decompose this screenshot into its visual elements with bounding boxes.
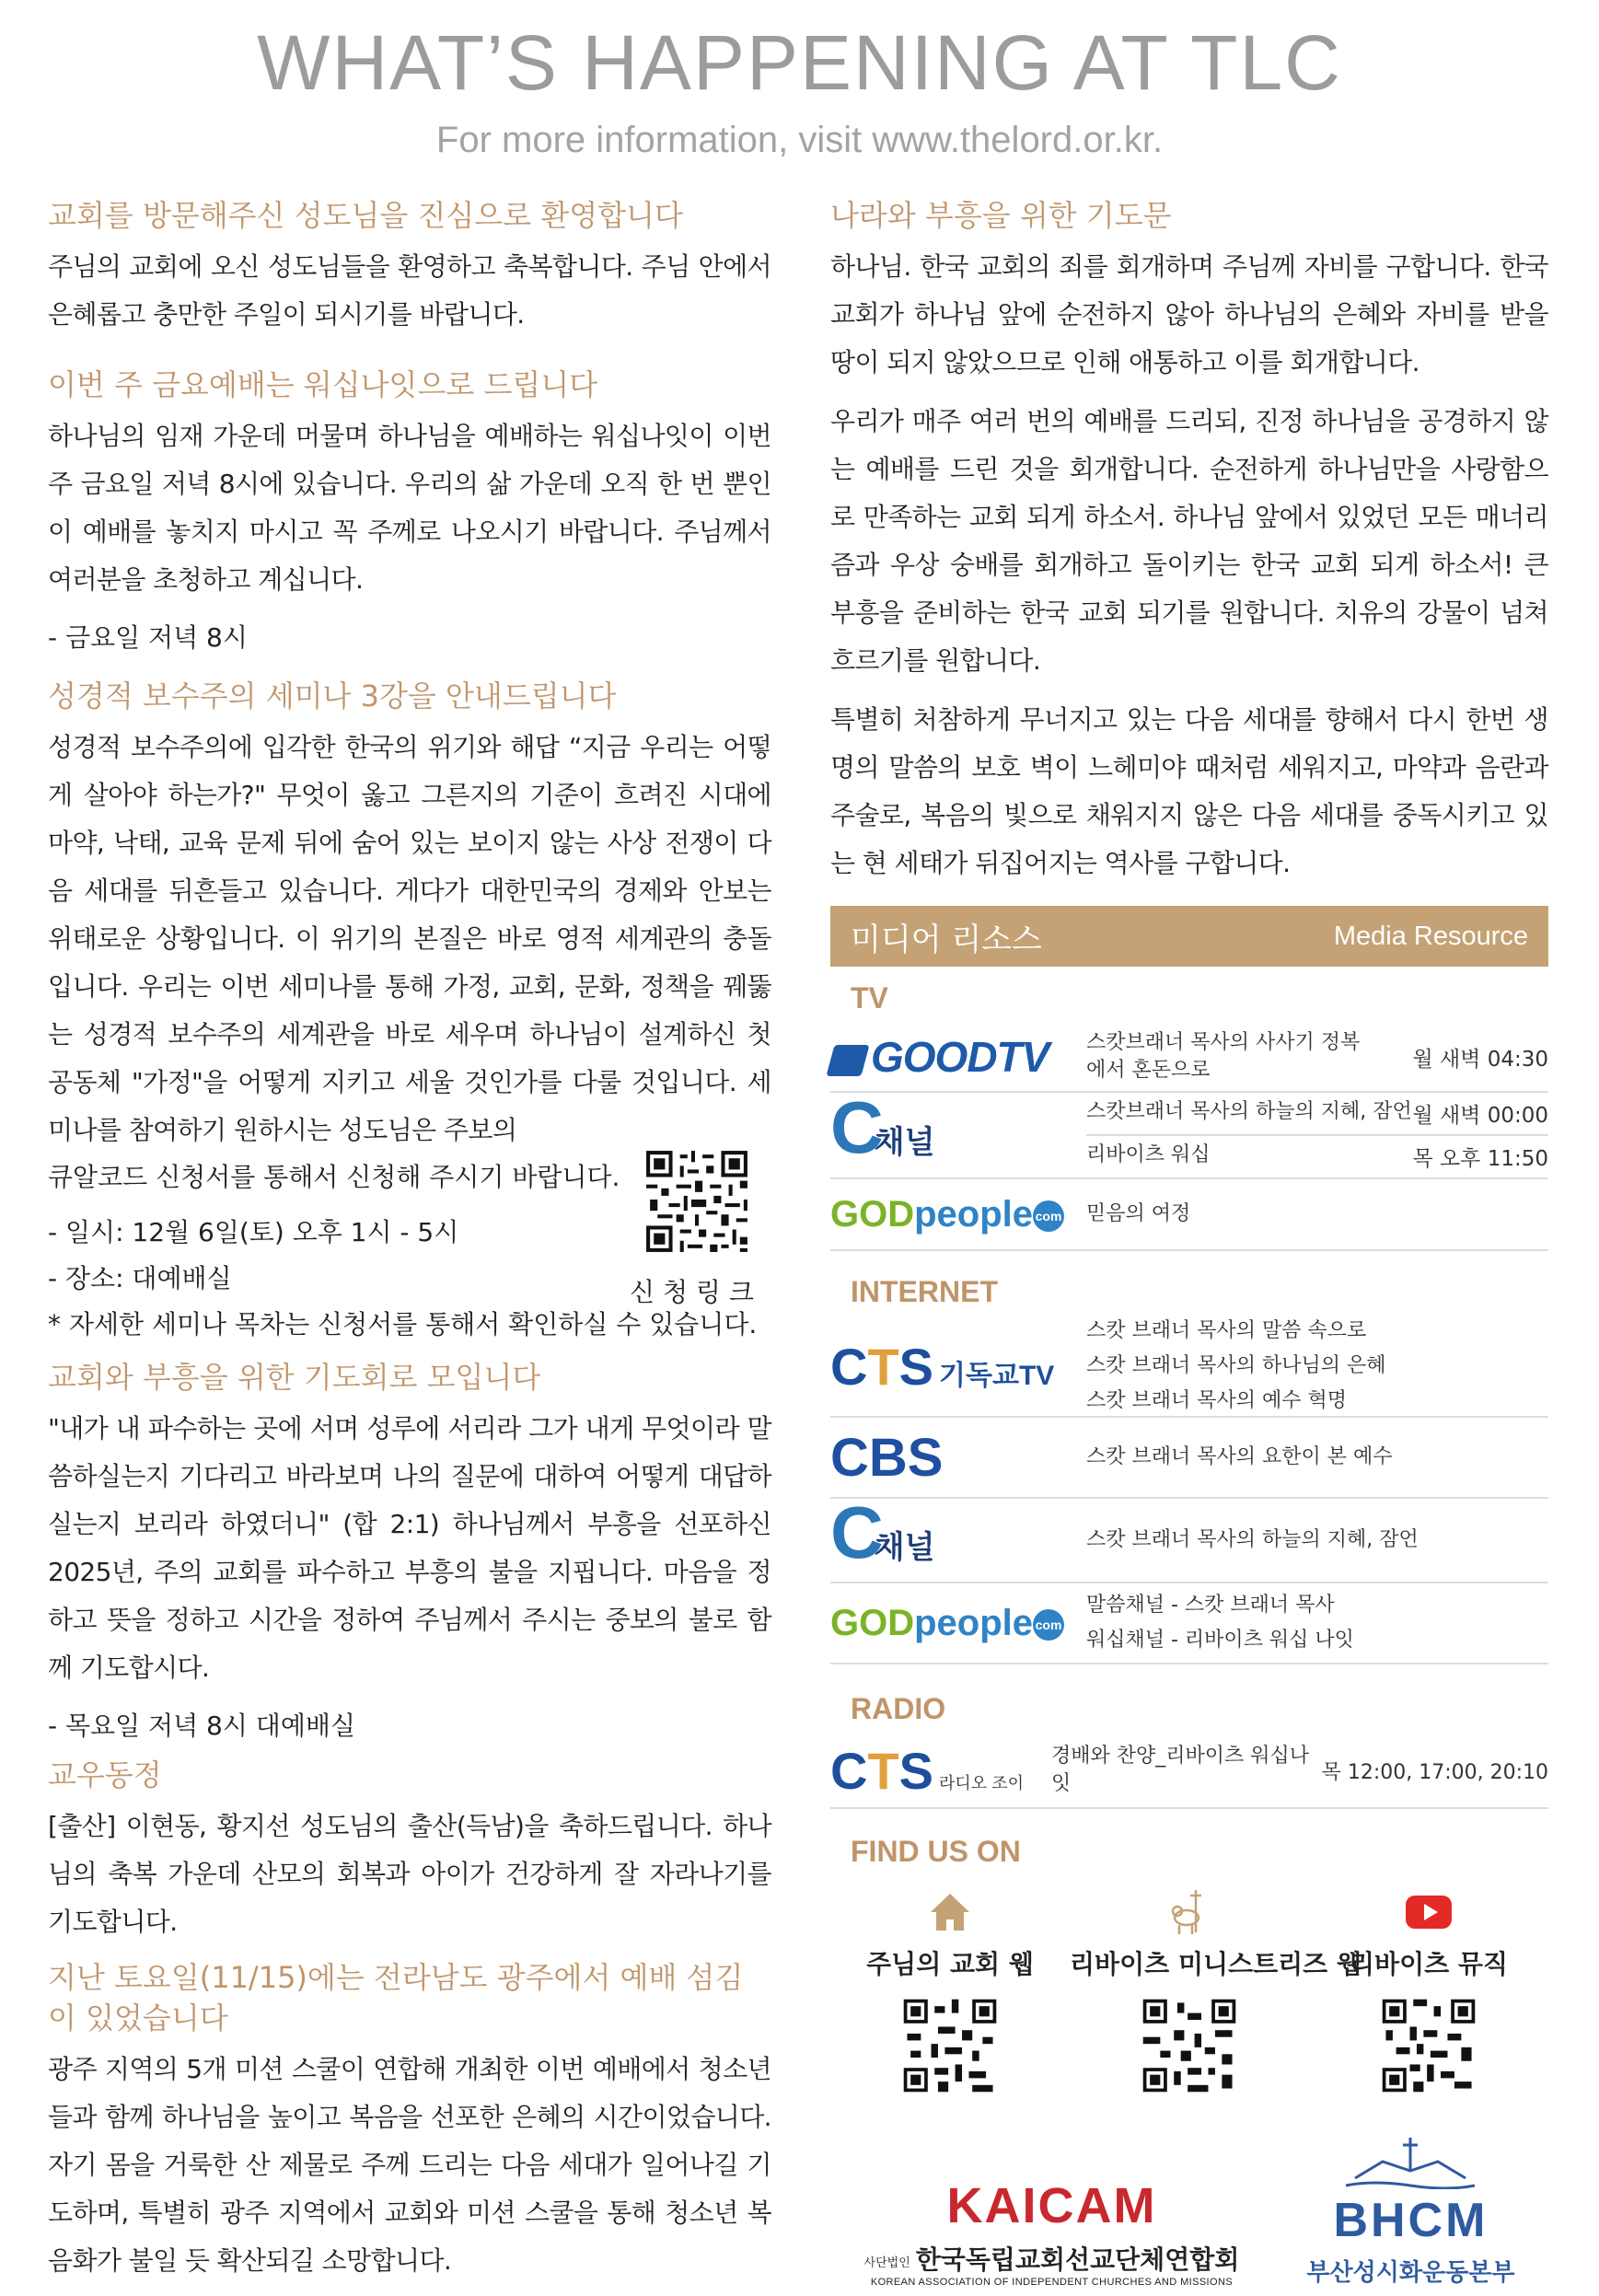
media-row-cts[interactable] bbox=[830, 1316, 1548, 1418]
media-title-ko: 미디어 리소스 bbox=[851, 921, 1042, 958]
section-body-gwangju: 광주 지역의 5개 미션 스쿨이 연합해 개최한 이번 예배에서 청소년들과 함께 하나님을 높이고 복음을 선포한 은혜의 시간이었습니다. 자기 몸을 거룩한 산 제물로 주께 드리는 다음 세대가 일어나길 기도하며, 특별히 광주 지역에서 교회와 미션 스쿨을 통해 청소년 복음화가 불일 듯 확산되길 소망합니다. bbox=[48, 2054, 771, 2276]
qr-code-icon bbox=[643, 1147, 751, 1256]
seminar-note: * 자세한 세미나 목차는 신청서를 통해서 확인하실 수 있습니다. bbox=[48, 1309, 758, 1339]
section-title-member-news: 교우동정 bbox=[48, 1757, 162, 1792]
godpeople-internet-logo: GODpeople com bbox=[830, 1603, 1086, 1644]
radio-program: 경배와 찬양_리바이츠 워십나잇 bbox=[1051, 1745, 1310, 1795]
internet-category: INTERNET bbox=[851, 1275, 998, 1308]
church-web-qr[interactable] bbox=[900, 1996, 1000, 2095]
godpeople-internet-program-1: 말씀채널 - 스캇 브래너 목사 bbox=[1086, 1594, 1335, 1617]
find-us-on bbox=[830, 1885, 1548, 2099]
prayer-paragraph-1: 하나님. 한국 교회의 죄를 회개하며 주님께 자비를 구합니다. 한국 교회가 하나님 앞에 순전하지 않아 하나님의 은혜와 자비를 받을 땅이 되지 않았으므로 인해 애통하고 이를 회개합니다. bbox=[830, 251, 1548, 377]
goodtv-program: 스캇브래너 목사의 사사기 정복에서 혼돈으로 bbox=[1086, 1031, 1361, 1082]
radio-time: 목 12:00, 17:00, 20:10 bbox=[1321, 1760, 1548, 1784]
seminar-qr-label: 신 청 링 크 bbox=[630, 1277, 754, 1307]
levites-music-qr[interactable] bbox=[1379, 1996, 1478, 2095]
page-header bbox=[0, 17, 1599, 161]
section-body-worship-night: 하나님의 임재 가운데 머물며 하나님을 예배하는 워십나잇이 이번 주 금요일 저녁 8시에 있습니다. 우리의 삶 가운데 오직 한 번 뿐인 이 예배를 놓치지 마시고 꼭 주께로 나오시기 바랍니다. 주님께서 여러분을 초청하고 계십니다. bbox=[48, 421, 771, 595]
page-title: WHAT’S HAPPENING AT TLC bbox=[257, 19, 1342, 106]
cbs-program: 스캇 브래너 목사의 요한이 본 예수 bbox=[1086, 1445, 1393, 1468]
cchannel-internet-logo: C채널 bbox=[830, 1491, 935, 1573]
cts-program-2: 스캇 브래너 목사의 하나님의 은혜 bbox=[1086, 1354, 1386, 1377]
section-body-prayer-meeting: "내가 내 파수하는 곳에 서며 성루에 서리라 그가 내게 무엇이라 말씀하실는지 기다리고 바라보며 나의 질문에 대하여 어떻게 대답하실는지 보리라 하였더니" (합 2:1) 하나님께서 부흥을 선포하신 2025년, 주의 교회를 파수하고 부흥의 불을 지핍니다. 마음을 정하고 뜻을 정하고 시간을 정하여 주님께서 주시는 중보의 불로 함께 기도합시다. bbox=[48, 1413, 771, 1683]
cts-logo: CTS 기독교TV bbox=[830, 1337, 1055, 1396]
section-title-prayer-meeting: 교회와 부흥을 위한 기도회로 모입니다 bbox=[48, 1360, 541, 1395]
section-body-member-news: [출산] 이현동, 황지선 성도님의 출산(득남)을 축하드립니다. 하나님의 축복 가운데 산모의 회복과 아이가 건강하게 잘 자라나기를 기도합니다. bbox=[48, 1811, 771, 1937]
bhcm-logo: BHCM 부산성시화운동본부 bbox=[1306, 2134, 1514, 2288]
cchannel-program-2: 리바이츠 워십 bbox=[1086, 1143, 1211, 1166]
home-icon bbox=[830, 1885, 1070, 1939]
radio-category: RADIO bbox=[851, 1692, 946, 1725]
prayer-paragraph-3: 특별히 처참하게 무너지고 있는 다음 세대를 향해서 다시 한번 생명의 말씀의 보호 벽이 느헤미야 때처럼 세워지고, 마약과 음란과 주술로, 복음의 빛으로 채워지지 않은 다음 세대를 중독시키고 있는 현 세태가 뒤집어지는 역사를 구합니다. bbox=[830, 704, 1548, 878]
seminar-qr-instruction: 큐알코드 신청서를 통해서 신청해 주시기 바랍니다. bbox=[48, 1162, 620, 1192]
seminar-date: - 일시: 12월 6일(토) 오후 1시 - 5시 bbox=[48, 1217, 459, 1247]
cchannel-logo: C채널 bbox=[830, 1086, 935, 1168]
find-levites-music[interactable] bbox=[1309, 1885, 1548, 2099]
media-resource-bar bbox=[830, 906, 1548, 967]
youtube-icon bbox=[1309, 1885, 1548, 1939]
goodtv-logo: GOODTV bbox=[830, 1032, 1086, 1082]
media-row-goodtv[interactable] bbox=[830, 1023, 1548, 1093]
cts-radio-logo: CTS 라디오 조이 bbox=[830, 1741, 1024, 1800]
prayer-paragraph-2: 우리가 매주 여러 번의 예배를 드리되, 진정 하나님을 공경하지 않는 예배를 드린 것을 회개합니다. 순전하게 하나님만을 사랑함으로 만족하는 교회 되게 하소서. 하나님 앞에서 있었던 모든 매너리즘과 우상 숭배를 회개하고 돌이키는 한국 교회 되게 하소서! 큰 부흥을 준비하는 한국 교회 되기를 원합니다. 치유의 강물이 넘쳐 흐르기를 원합니다. bbox=[830, 406, 1548, 676]
cts-program-1: 스캇 브래너 목사의 말씀 속으로 bbox=[1086, 1319, 1367, 1342]
find-levites-web-label: 리바이츠 미니스트리즈 웹 bbox=[1070, 1949, 1362, 1979]
right-column bbox=[830, 195, 1548, 2288]
section-body-seminar: 성경적 보수주의에 입각한 한국의 위기와 해답 “지금 우리는 어떻게 살아야 하는가?" 무엇이 옳고 그른지의 기준이 흐려진 시대에 마약, 낙태, 교육 문제 뒤에 숨어 있는 보이지 않는 사상 전쟁이 다음 세대를 뒤흔들고 있습니다. 게다가 대한민국의 경제와 안보는 위태로운 상황입니다. 이 위기의 본질은 바로 영적 세계관의 충돌입니다. 우리는 이번 세미나를 통해 가정, 교회, 문화, 정책을 꿰뚫는 성경적 보수주의 세계관을 바로 세우며 하나님이 설계하신 첫 공동체 "가정"을 어떻게 지키고 세울 것인가를 다룰 것입니다. 세미나를 참여하기 원하시는 성도님은 주보의 bbox=[48, 732, 771, 1145]
partner-organizations bbox=[830, 2134, 1548, 2288]
cchannel-internet-program: 스캇 브래너 목사의 하늘의 지혜, 잠언 bbox=[1086, 1528, 1419, 1551]
media-row-cchannel-internet[interactable] bbox=[830, 1491, 1548, 1583]
section-body-welcome: 주님의 교회에 오신 성도님들을 환영하고 축복합니다. 주님 안에서 은혜롭고 충만한 주일이 되시기를 바랍니다. bbox=[48, 251, 771, 330]
page-subtitle: For more information, visit www.thelord.or.kr. bbox=[435, 120, 1164, 160]
seminar-place: - 장소: 대예배실 bbox=[48, 1263, 232, 1293]
lamb-icon bbox=[1070, 1885, 1309, 1939]
left-column bbox=[48, 195, 771, 2296]
seminar-details bbox=[48, 1154, 771, 1307]
find-levites-web[interactable] bbox=[1070, 1885, 1362, 2099]
find-church-web[interactable] bbox=[830, 1885, 1070, 2099]
media-title-en: Media Resource bbox=[1333, 921, 1528, 951]
worship-night-time: - 금요일 저녁 8시 bbox=[48, 622, 248, 653]
kaicam-logo: KAICAM 사단법인 한국독립교회선교단체연합회 KOREAN ASSOCIATION OF INDEPENDENT CHURCHES AND MISSIONS bbox=[863, 2178, 1240, 2288]
section-title-prayer: 나라와 부흥을 위한 기도문 bbox=[830, 198, 1172, 233]
cts-program-3: 스캇 브래너 목사의 예수 혁명 bbox=[1086, 1389, 1347, 1412]
media-row-cbs[interactable] bbox=[830, 1418, 1548, 1499]
levites-web-qr[interactable] bbox=[1140, 1996, 1239, 2095]
media-row-godpeople-internet[interactable] bbox=[830, 1583, 1548, 1664]
find-church-web-label: 주님의 교회 웹 bbox=[866, 1949, 1034, 1979]
section-title-worship-night: 이번 주 금요예배는 워십나잇으로 드립니다 bbox=[48, 367, 598, 402]
section-title-welcome: 교회를 방문해주신 성도님을 진심으로 환영합니다 bbox=[48, 198, 683, 233]
cchannel-time-2: 목 오후 11:50 bbox=[1412, 1147, 1548, 1171]
godpeople-program: 믿음의 여정 bbox=[1086, 1202, 1191, 1225]
cchannel-program-1: 스캇브래너 목사의 하늘의 지혜, 잠언 bbox=[1086, 1100, 1412, 1123]
godpeople-logo: GODpeople com bbox=[830, 1194, 1086, 1235]
find-levites-music-label: 리바이츠 뮤직 bbox=[1349, 1949, 1509, 1979]
section-title-gwangju: 지난 토요일(11/15)에는 전라남도 광주에서 예배 섬김이 있었습니다 bbox=[48, 1960, 744, 2035]
goodtv-time: 월 새벽 04:30 bbox=[1412, 1047, 1548, 1072]
prayer-meeting-time: - 목요일 저녁 8시 대예배실 bbox=[48, 1710, 356, 1741]
cbs-logo: CBS bbox=[830, 1427, 944, 1488]
godpeople-internet-program-2: 워십채널 - 리바이츠 워십 나잇 bbox=[1086, 1629, 1354, 1652]
media-row-radio[interactable] bbox=[830, 1734, 1548, 1809]
bhcm-church-icon bbox=[1337, 2134, 1484, 2189]
media-row-godpeople[interactable] bbox=[830, 1179, 1548, 1251]
cchannel-time-1: 월 새벽 00:00 bbox=[1412, 1104, 1548, 1128]
section-title-seminar: 성경적 보수주의 세미나 3강을 안내드립니다 bbox=[48, 678, 617, 713]
tv-category: TV bbox=[851, 981, 888, 1015]
seminar-qr[interactable] bbox=[643, 1147, 751, 1259]
find-category: FIND US ON bbox=[851, 1835, 1021, 1868]
media-row-cchannel[interactable] bbox=[830, 1086, 1548, 1179]
